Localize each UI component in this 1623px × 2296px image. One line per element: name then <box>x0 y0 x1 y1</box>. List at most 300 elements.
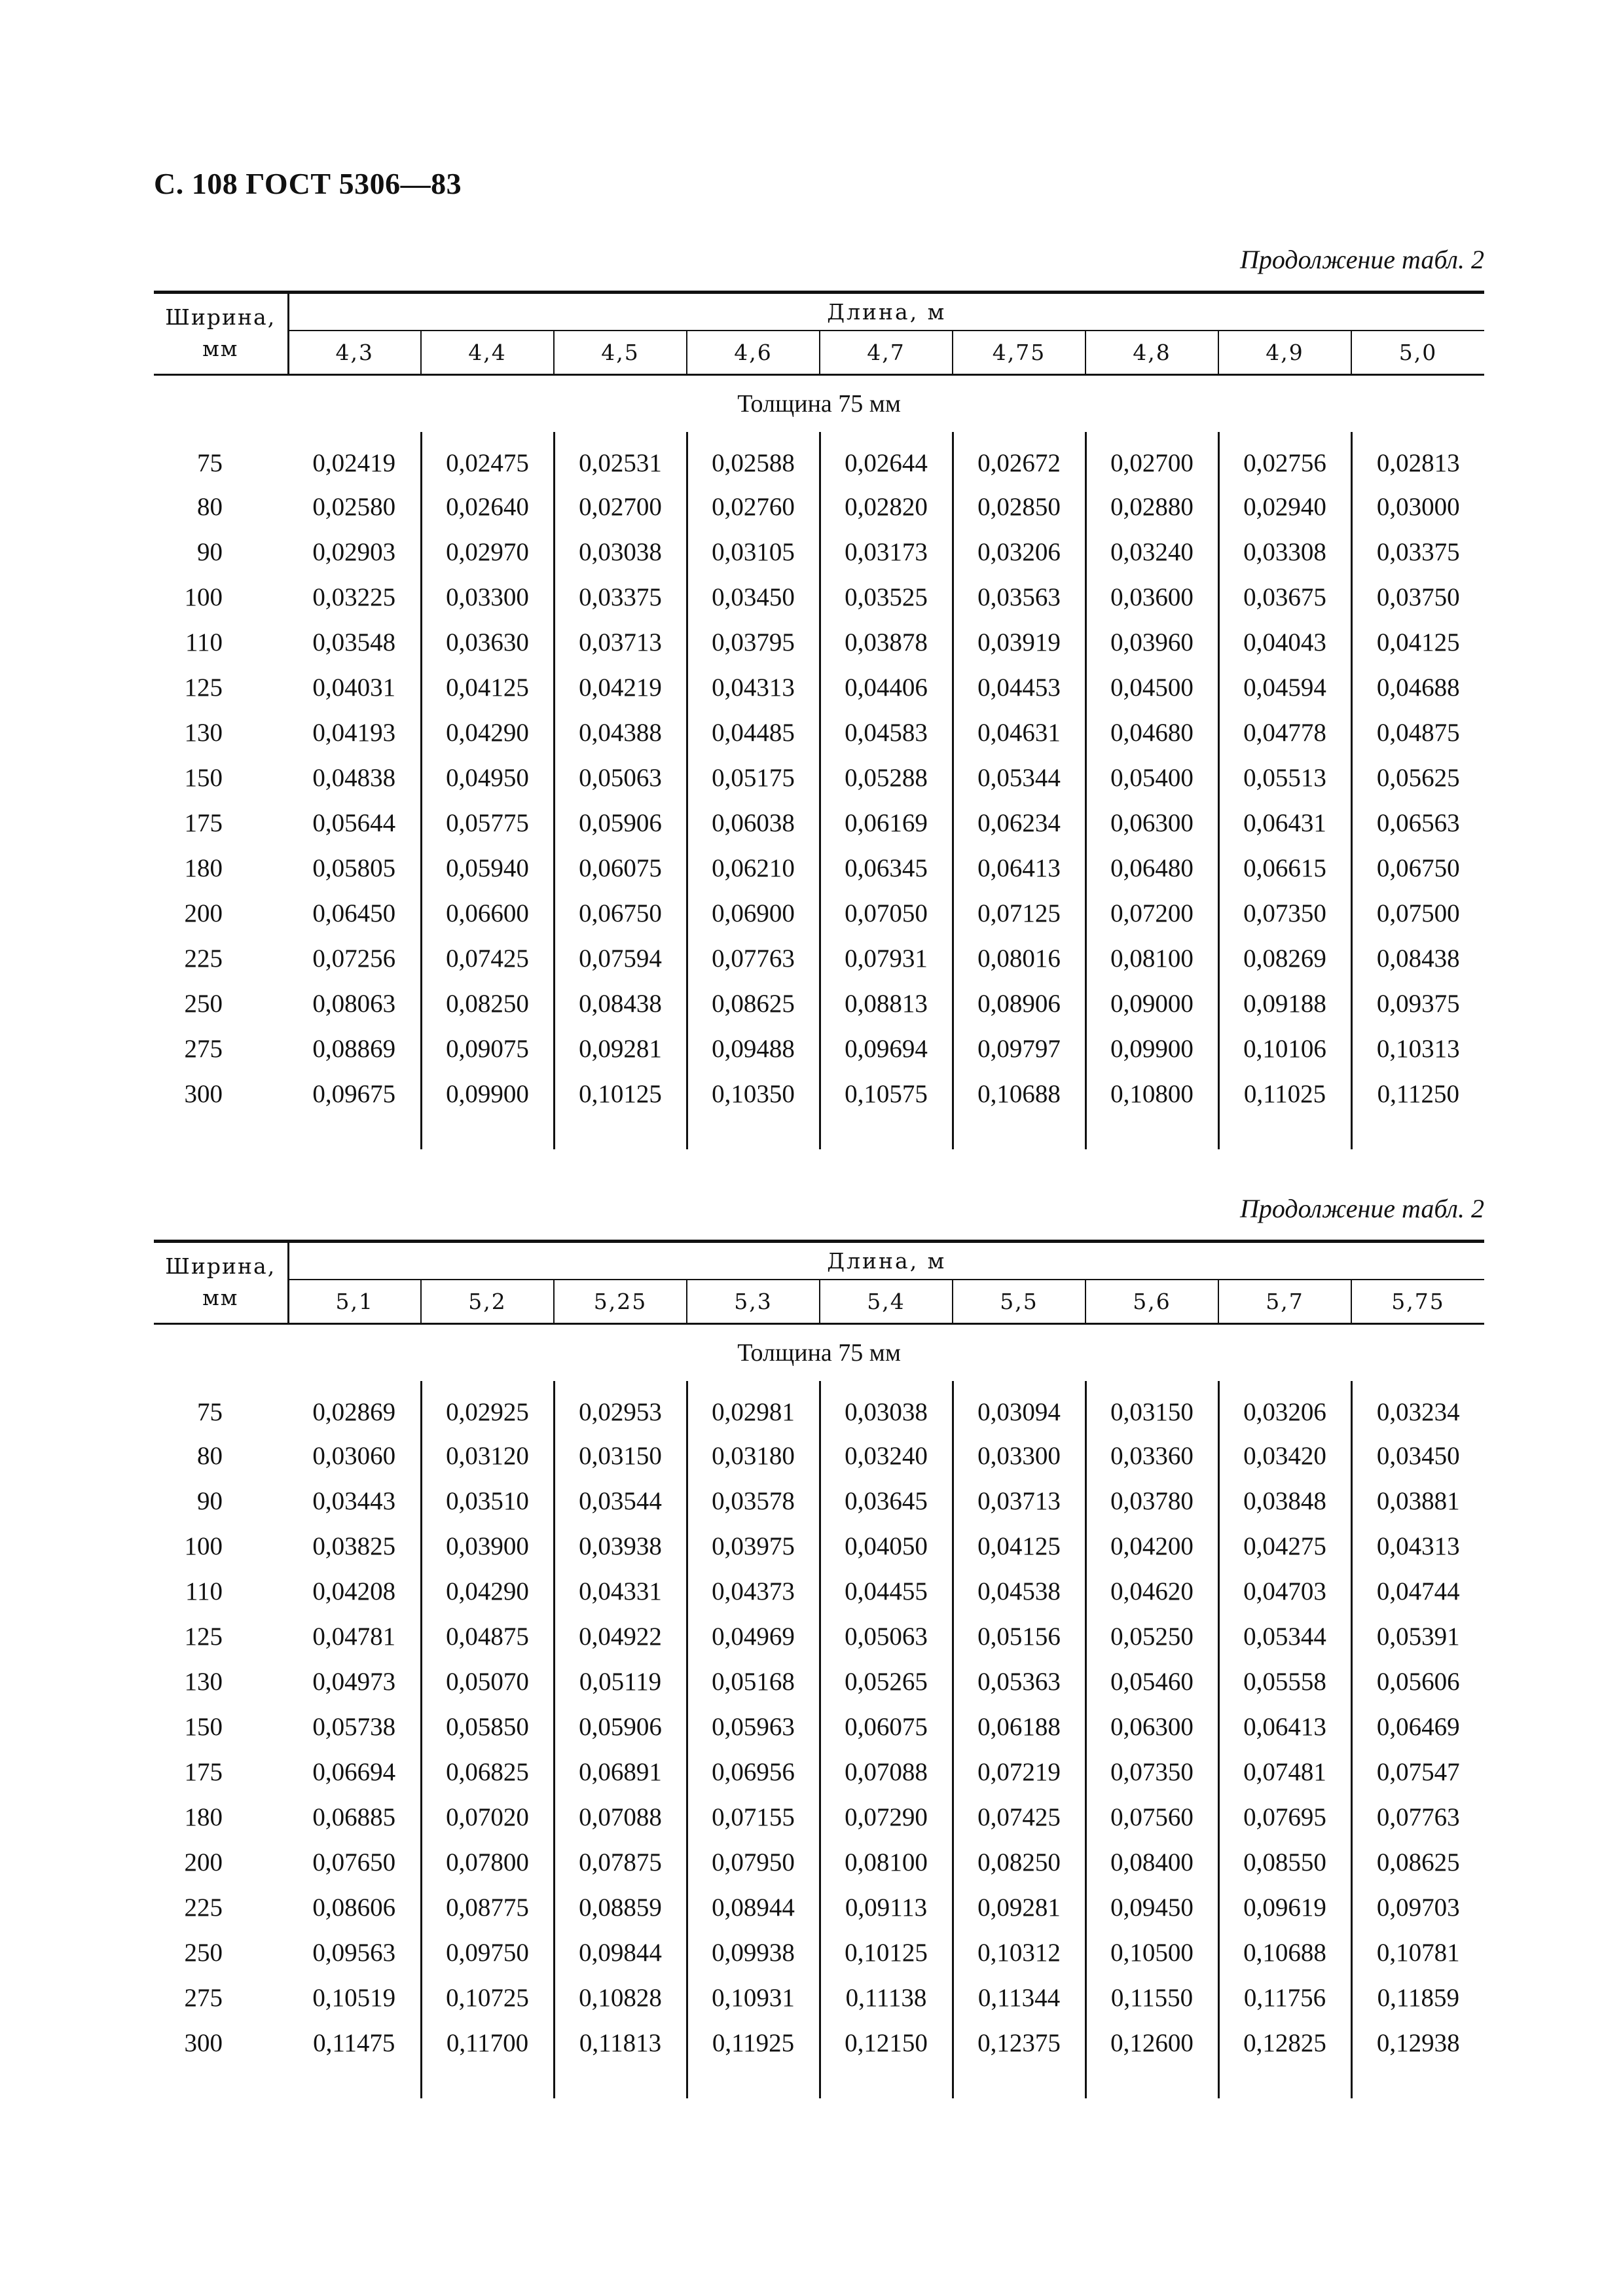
value-cell: 0,09938 <box>687 1930 820 1975</box>
value-cell: 0,03975 <box>687 1524 820 1569</box>
value-cell: 0,03225 <box>288 575 421 620</box>
value-cell: 0,08438 <box>1376 944 1460 973</box>
value-cell: 0,08250 <box>421 981 554 1026</box>
value-cell: 0,04125 <box>953 1524 1085 1569</box>
value-cell: 0,05175 <box>687 755 820 800</box>
table-row <box>154 1071 1484 1117</box>
value-cell: 0,03544 <box>554 1479 687 1524</box>
width-cell: 150 <box>184 1713 223 1741</box>
value-cell: 0,05250 <box>1085 1614 1218 1659</box>
value-cell: 0,10931 <box>687 1975 820 2020</box>
length-header-cell: 5,6 <box>1085 1280 1218 1324</box>
value-cell: 0,07763 <box>687 936 820 981</box>
value-cell: 0,04838 <box>288 755 421 800</box>
length-header-cell: 5,3 <box>687 1280 820 1324</box>
width-cell: 130 <box>184 1668 223 1696</box>
value-cell: 0,05070 <box>421 1659 554 1704</box>
value-cell: 0,06075 <box>820 1704 953 1749</box>
value-cell: 0,04583 <box>820 710 953 755</box>
value-cell: 0,08625 <box>1376 1848 1460 1876</box>
weight-table-2 <box>154 1240 1484 2098</box>
value-cell: 0,12938 <box>1376 2029 1460 2057</box>
value-cell: 0,07256 <box>288 936 421 981</box>
value-cell: 0,03150 <box>1085 1381 1218 1433</box>
value-cell: 0,05805 <box>288 846 421 891</box>
value-cell: 0,02531 <box>554 432 687 484</box>
width-cell: 130 <box>184 719 223 747</box>
table-row <box>154 1381 1484 1433</box>
value-cell: 0,02981 <box>687 1381 820 1433</box>
value-cell: 0,03420 <box>1218 1433 1351 1479</box>
length-header-cell: 4,5 <box>554 331 687 375</box>
value-cell: 0,12825 <box>1218 2020 1351 2066</box>
value-cell: 0,04193 <box>288 710 421 755</box>
value-cell: 0,02820 <box>820 484 953 529</box>
table-header-2 <box>154 1242 1484 1324</box>
value-cell: 0,03938 <box>554 1524 687 1569</box>
table-row <box>154 710 1484 755</box>
table-row <box>154 575 1484 620</box>
value-cell: 0,03960 <box>1085 620 1218 665</box>
value-cell: 0,03094 <box>953 1381 1085 1433</box>
value-cell: 0,03105 <box>687 529 820 575</box>
value-cell: 0,02760 <box>687 484 820 529</box>
value-cell: 0,08063 <box>288 981 421 1026</box>
width-column-header: Ширина, мм <box>154 1242 288 1324</box>
width-cell: 75 <box>197 448 223 477</box>
value-cell: 0,07350 <box>1218 891 1351 936</box>
width-cell: 180 <box>184 854 223 882</box>
table-row <box>154 1885 1484 1930</box>
value-cell: 0,09281 <box>953 1885 1085 1930</box>
value-cell: 0,04453 <box>953 665 1085 710</box>
value-cell: 0,03375 <box>1376 538 1460 566</box>
table-row <box>154 620 1484 665</box>
value-cell: 0,02419 <box>288 432 421 484</box>
value-cell: 0,06600 <box>421 891 554 936</box>
value-cell: 0,09113 <box>820 1885 953 1930</box>
value-cell: 0,02903 <box>288 529 421 575</box>
value-cell: 0,06169 <box>820 800 953 846</box>
table-row <box>154 484 1484 529</box>
table-row <box>154 846 1484 891</box>
value-cell: 0,03563 <box>953 575 1085 620</box>
table-row <box>154 1930 1484 1975</box>
length-header-cell: 5,5 <box>953 1280 1085 1324</box>
value-cell: 0,05906 <box>554 800 687 846</box>
value-cell: 0,03038 <box>820 1381 953 1433</box>
width-cell: 175 <box>184 1758 223 1786</box>
value-cell: 0,05558 <box>1218 1659 1351 1704</box>
value-cell: 0,02475 <box>421 432 554 484</box>
value-cell: 0,06891 <box>554 1749 687 1795</box>
value-cell: 0,09675 <box>288 1071 421 1117</box>
table-header-1 <box>154 293 1484 375</box>
value-cell: 0,05738 <box>288 1704 421 1749</box>
page-header: С. 108 ГОСТ 5306—83 <box>154 167 462 200</box>
value-cell: 0,04922 <box>554 1614 687 1659</box>
value-cell: 0,05400 <box>1085 755 1218 800</box>
value-cell: 0,03173 <box>820 529 953 575</box>
value-cell: 0,07350 <box>1085 1749 1218 1795</box>
value-cell: 0,02813 <box>1376 448 1460 477</box>
value-cell: 0,03450 <box>687 575 820 620</box>
value-cell: 0,04290 <box>421 1569 554 1614</box>
table-bottom-spacer <box>154 1117 1484 1149</box>
value-cell: 0,02869 <box>288 1381 421 1433</box>
value-cell: 0,09000 <box>1085 981 1218 1026</box>
weight-table-1 <box>154 291 1484 1149</box>
value-cell: 0,10106 <box>1218 1026 1351 1071</box>
width-cell: 200 <box>184 1848 223 1876</box>
value-cell: 0,06750 <box>1376 854 1460 882</box>
value-cell: 0,04620 <box>1085 1569 1218 1614</box>
length-header-cell: 5,25 <box>554 1280 687 1324</box>
table-row <box>154 1524 1484 1569</box>
table-row <box>154 1659 1484 1704</box>
value-cell: 0,06234 <box>953 800 1085 846</box>
value-cell: 0,05391 <box>1376 1623 1460 1651</box>
value-cell: 0,03360 <box>1085 1433 1218 1479</box>
value-cell: 0,04969 <box>687 1614 820 1659</box>
value-cell: 0,03180 <box>687 1433 820 1479</box>
value-cell: 0,09703 <box>1376 1893 1460 1922</box>
value-cell: 0,04275 <box>1218 1524 1351 1569</box>
value-cell: 0,07763 <box>1376 1803 1460 1831</box>
width-cell: 80 <box>197 493 223 521</box>
value-cell: 0,03300 <box>953 1433 1085 1479</box>
value-cell: 0,04485 <box>687 710 820 755</box>
value-cell: 0,03308 <box>1218 529 1351 575</box>
value-cell: 0,08906 <box>953 981 1085 1026</box>
value-cell: 0,11700 <box>421 2020 554 2066</box>
value-cell: 0,07200 <box>1085 891 1218 936</box>
value-cell: 0,09188 <box>1218 981 1351 1026</box>
table-row <box>154 936 1484 981</box>
value-cell: 0,10688 <box>953 1071 1085 1117</box>
value-cell: 0,03878 <box>820 620 953 665</box>
value-cell: 0,08606 <box>288 1885 421 1930</box>
value-cell: 0,04373 <box>687 1569 820 1614</box>
value-cell: 0,07800 <box>421 1840 554 1885</box>
value-cell: 0,03443 <box>288 1479 421 1524</box>
width-cell: 275 <box>184 1984 223 2012</box>
value-cell: 0,06450 <box>288 891 421 936</box>
value-cell: 0,03713 <box>554 620 687 665</box>
value-cell: 0,03675 <box>1218 575 1351 620</box>
value-cell: 0,11859 <box>1377 1984 1459 2012</box>
value-cell: 0,05288 <box>820 755 953 800</box>
value-cell: 0,07155 <box>687 1795 820 1840</box>
width-cell: 110 <box>185 628 223 656</box>
value-cell: 0,11250 <box>1377 1080 1459 1108</box>
width-cell: 125 <box>184 673 223 702</box>
table-row <box>154 755 1484 800</box>
width-cell: 250 <box>184 990 223 1018</box>
table-row <box>154 891 1484 936</box>
value-cell: 0,04688 <box>1376 673 1460 702</box>
value-cell: 0,04050 <box>820 1524 953 1569</box>
width-cell: 175 <box>184 809 223 837</box>
value-cell: 0,03510 <box>421 1479 554 1524</box>
width-cell: 100 <box>184 583 223 611</box>
value-cell: 0,09900 <box>1085 1026 1218 1071</box>
value-cell: 0,08944 <box>687 1885 820 1930</box>
value-cell: 0,07088 <box>554 1795 687 1840</box>
table-row <box>154 981 1484 1026</box>
value-cell: 0,09900 <box>421 1071 554 1117</box>
value-cell: 0,03450 <box>1376 1442 1460 1470</box>
value-cell: 0,07594 <box>554 936 687 981</box>
value-cell: 0,03578 <box>687 1479 820 1524</box>
value-cell: 0,08625 <box>687 981 820 1026</box>
value-cell: 0,06900 <box>687 891 820 936</box>
value-cell: 0,04219 <box>554 665 687 710</box>
value-cell: 0,10313 <box>1376 1035 1460 1063</box>
value-cell: 0,09488 <box>687 1026 820 1071</box>
value-cell: 0,04594 <box>1218 665 1351 710</box>
value-cell: 0,04703 <box>1218 1569 1351 1614</box>
value-cell: 0,03240 <box>1085 529 1218 575</box>
value-cell: 0,08859 <box>554 1885 687 1930</box>
value-cell: 0,12375 <box>953 2020 1085 2066</box>
table-row <box>154 2020 1484 2066</box>
table-row <box>154 529 1484 575</box>
table-row <box>154 1975 1484 2020</box>
value-cell: 0,10828 <box>554 1975 687 2020</box>
value-cell: 0,02940 <box>1218 484 1351 529</box>
value-cell: 0,07547 <box>1376 1758 1460 1786</box>
value-cell: 0,03150 <box>554 1433 687 1479</box>
table-row <box>154 1840 1484 1885</box>
value-cell: 0,04950 <box>421 755 554 800</box>
value-cell: 0,04313 <box>1376 1532 1460 1560</box>
value-cell: 0,09075 <box>421 1026 554 1071</box>
value-cell: 0,11138 <box>820 1975 953 2020</box>
table-row <box>154 1569 1484 1614</box>
value-cell: 0,10125 <box>820 1930 953 1975</box>
value-cell: 0,09750 <box>421 1930 554 1975</box>
value-cell: 0,06413 <box>953 846 1085 891</box>
value-cell: 0,10312 <box>953 1930 1085 1975</box>
value-cell: 0,07425 <box>421 936 554 981</box>
value-cell: 0,05344 <box>953 755 1085 800</box>
length-header-cell: 5,0 <box>1351 331 1484 375</box>
value-cell: 0,04313 <box>687 665 820 710</box>
table-row <box>154 800 1484 846</box>
value-cell: 0,02880 <box>1085 484 1218 529</box>
value-cell: 0,04500 <box>1085 665 1218 710</box>
value-cell: 0,10781 <box>1376 1939 1460 1967</box>
value-cell: 0,03060 <box>288 1433 421 1479</box>
value-cell: 0,10800 <box>1085 1071 1218 1117</box>
length-header-cell: 5,1 <box>288 1280 421 1324</box>
value-cell: 0,04680 <box>1085 710 1218 755</box>
value-cell: 0,02850 <box>953 484 1085 529</box>
value-cell: 0,04290 <box>421 710 554 755</box>
value-cell: 0,11550 <box>1085 1975 1218 2020</box>
value-cell: 0,02700 <box>554 484 687 529</box>
value-cell: 0,07125 <box>953 891 1085 936</box>
value-cell: 0,10519 <box>288 1975 421 2020</box>
value-cell: 0,02588 <box>687 432 820 484</box>
table-row <box>154 1614 1484 1659</box>
width-cell: 150 <box>184 764 223 792</box>
value-cell: 0,03919 <box>953 620 1085 665</box>
value-cell: 0,08100 <box>820 1840 953 1885</box>
value-cell: 0,11025 <box>1218 1071 1351 1117</box>
table-row <box>154 1795 1484 1840</box>
value-cell: 0,07500 <box>1376 899 1460 927</box>
length-header-cell: 5,2 <box>421 1280 554 1324</box>
value-cell: 0,08400 <box>1085 1840 1218 1885</box>
value-cell: 0,03795 <box>687 620 820 665</box>
length-column-header: Длина, м <box>288 293 1484 331</box>
value-cell: 0,09450 <box>1085 1885 1218 1930</box>
value-cell: 0,10500 <box>1085 1930 1218 1975</box>
value-cell: 0,07481 <box>1218 1749 1351 1795</box>
continuation-label-1: Продолжение табл. 2 <box>1239 245 1484 274</box>
value-cell: 0,06188 <box>953 1704 1085 1749</box>
value-cell: 0,06825 <box>421 1749 554 1795</box>
value-cell: 0,10575 <box>820 1071 953 1117</box>
width-column-header: Ширина, мм <box>154 293 288 375</box>
value-cell: 0,02644 <box>820 432 953 484</box>
value-cell: 0,05940 <box>421 846 554 891</box>
value-cell: 0,05775 <box>421 800 554 846</box>
length-header-cell: 4,4 <box>421 331 554 375</box>
value-cell: 0,09563 <box>288 1930 421 1975</box>
value-cell: 0,06345 <box>820 846 953 891</box>
value-cell: 0,03630 <box>421 620 554 665</box>
value-cell: 0,07931 <box>820 936 953 981</box>
value-cell: 0,08813 <box>820 981 953 1026</box>
value-cell: 0,08438 <box>554 981 687 1026</box>
value-cell: 0,09694 <box>820 1026 953 1071</box>
value-cell: 0,11475 <box>288 2020 421 2066</box>
thickness-row <box>154 375 1484 433</box>
value-cell: 0,07050 <box>820 891 953 936</box>
width-cell: 300 <box>184 1080 223 1108</box>
table-row <box>154 665 1484 710</box>
width-cell: 180 <box>184 1803 223 1831</box>
value-cell: 0,04200 <box>1085 1524 1218 1569</box>
thickness-label: Толщина 75 мм <box>737 1339 901 1367</box>
value-cell: 0,03000 <box>1376 493 1460 521</box>
value-cell: 0,09844 <box>554 1930 687 1975</box>
value-cell: 0,03206 <box>953 529 1085 575</box>
width-cell: 225 <box>184 1893 223 1922</box>
value-cell: 0,04781 <box>288 1614 421 1659</box>
value-cell: 0,03525 <box>820 575 953 620</box>
value-cell: 0,06300 <box>1085 800 1218 846</box>
value-cell: 0,12150 <box>820 2020 953 2066</box>
width-cell: 90 <box>197 538 223 566</box>
value-cell: 0,03038 <box>554 529 687 575</box>
value-cell: 0,09619 <box>1218 1885 1351 1930</box>
value-cell: 0,06431 <box>1218 800 1351 846</box>
value-cell: 0,06210 <box>687 846 820 891</box>
value-cell: 0,10350 <box>687 1071 820 1117</box>
value-cell: 0,08775 <box>421 1885 554 1930</box>
value-cell: 0,03234 <box>1376 1397 1460 1426</box>
length-header-cell: 5,7 <box>1218 1280 1351 1324</box>
value-cell: 0,06469 <box>1376 1713 1460 1741</box>
value-cell: 0,05156 <box>953 1614 1085 1659</box>
value-cell: 0,06615 <box>1218 846 1351 891</box>
table-row <box>154 1026 1484 1071</box>
value-cell: 0,05625 <box>1376 764 1460 792</box>
width-cell: 75 <box>197 1397 223 1426</box>
width-cell: 200 <box>184 899 223 927</box>
value-cell: 0,04973 <box>288 1659 421 1704</box>
value-cell: 0,02672 <box>953 432 1085 484</box>
value-cell: 0,04125 <box>421 665 554 710</box>
value-cell: 0,07020 <box>421 1795 554 1840</box>
width-cell: 110 <box>185 1577 223 1605</box>
value-cell: 0,03825 <box>288 1524 421 1569</box>
value-cell: 0,06750 <box>554 891 687 936</box>
value-cell: 0,04406 <box>820 665 953 710</box>
value-cell: 0,11925 <box>687 2020 820 2066</box>
value-cell: 0,04744 <box>1376 1577 1460 1605</box>
value-cell: 0,03548 <box>288 620 421 665</box>
value-cell: 0,03240 <box>820 1433 953 1479</box>
value-cell: 0,07560 <box>1085 1795 1218 1840</box>
width-cell: 225 <box>184 944 223 973</box>
value-cell: 0,04331 <box>554 1569 687 1614</box>
table-row <box>154 1704 1484 1749</box>
value-cell: 0,05363 <box>953 1659 1085 1704</box>
table-row <box>154 432 1484 484</box>
length-header-cell: 4,3 <box>288 331 421 375</box>
value-cell: 0,03900 <box>421 1524 554 1569</box>
value-cell: 0,08550 <box>1218 1840 1351 1885</box>
value-cell: 0,03300 <box>421 575 554 620</box>
value-cell: 0,08016 <box>953 936 1085 981</box>
value-cell: 0,06300 <box>1085 1704 1218 1749</box>
value-cell: 0,05119 <box>554 1659 687 1704</box>
value-cell: 0,06480 <box>1085 846 1218 891</box>
length-header-cell: 4,75 <box>953 331 1085 375</box>
width-cell: 90 <box>197 1487 223 1515</box>
value-cell: 0,03713 <box>953 1479 1085 1524</box>
value-cell: 0,06413 <box>1218 1704 1351 1749</box>
value-cell: 0,04631 <box>953 710 1085 755</box>
length-header-cell: 4,6 <box>687 331 820 375</box>
value-cell: 0,05850 <box>421 1704 554 1749</box>
length-header-cell: 4,7 <box>820 331 953 375</box>
value-cell: 0,08869 <box>288 1026 421 1071</box>
thickness-row <box>154 1324 1484 1382</box>
value-cell: 0,07695 <box>1218 1795 1351 1840</box>
value-cell: 0,08100 <box>1085 936 1218 981</box>
value-cell: 0,11344 <box>953 1975 1085 2020</box>
table-row <box>154 1749 1484 1795</box>
width-cell: 250 <box>184 1939 223 1967</box>
width-cell: 275 <box>184 1035 223 1063</box>
value-cell: 0,06956 <box>687 1749 820 1795</box>
value-cell: 0,09375 <box>1376 990 1460 1018</box>
value-cell: 0,05168 <box>687 1659 820 1704</box>
length-header-cell: 5,4 <box>820 1280 953 1324</box>
value-cell: 0,06885 <box>288 1795 421 1840</box>
value-cell: 0,07425 <box>953 1795 1085 1840</box>
value-cell: 0,04208 <box>288 1569 421 1614</box>
value-cell: 0,07088 <box>820 1749 953 1795</box>
value-cell: 0,07650 <box>288 1840 421 1885</box>
table-row <box>154 1433 1484 1479</box>
